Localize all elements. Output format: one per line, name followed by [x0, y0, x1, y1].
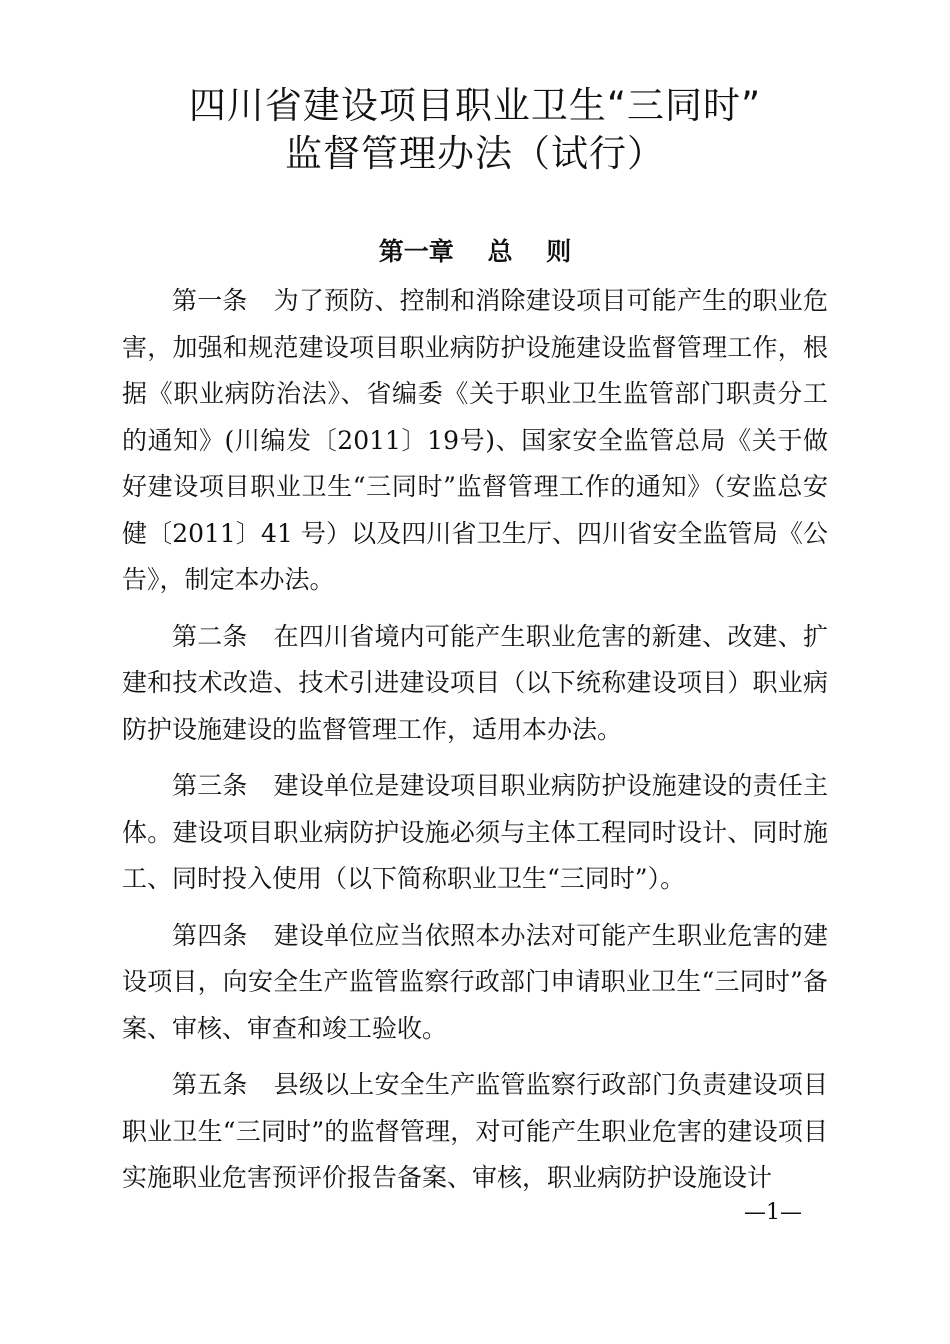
article-5	[122, 1062, 828, 1202]
article-text: 县级以上安全生产监管监察行政部门负责建设项目职业卫生“三同时”的监督管理，对可能产生职业危害的建设项目实施职业危害预评价报告备案、审核，职业病防护设施设计	[122, 1070, 828, 1192]
article-number: 第四条	[172, 920, 248, 950]
document-body	[122, 278, 828, 1212]
article-text: 建设单位是建设项目职业病防护设施建设的责任主体。建设项目职业病防护设施必须与主体工程同时设计、同时施工、同时投入使用（以下简称职业卫生“三同时”）。	[122, 771, 828, 893]
article-3	[122, 763, 828, 903]
article-text: 在四川省境内可能产生职业危害的新建、改建、扩建和技术改造、技术引进建设项目（以下统称建设项目）职业病防护设施建设的监督管理工作，适用本办法。	[122, 621, 828, 744]
article-2	[122, 614, 828, 754]
page-number: —1—	[744, 1200, 802, 1225]
document-title-line-1: 四川省建设项目职业卫生“三同时”	[188, 84, 762, 127]
article-text: 建设单位应当依照本办法对可能产生职业危害的建设项目，向安全生产监管监察行政部门申请职业卫生“三同时”备案、审核、审查和竣工验收。	[122, 920, 828, 1043]
article-number: 第五条	[172, 1070, 248, 1099]
article-number: 第二条	[172, 621, 248, 651]
article-number: 第一条	[172, 286, 248, 315]
document-title-line-2: 监督管理办法（试行）	[285, 132, 665, 175]
article-text: 为了预防、控制和消除建设项目可能产生的职业危害，加强和规范建设项目职业病防护设施建设监督管理工作，根据《职业病防治法》、省编委《关于职业卫生监管部门职责分工的通知》(川编发〔2011〕19号)、国家安全监管总局《关于做好建设项目职业卫生“三同时”监督管理工作的通知》（安监总安健〔2011〕41 号）以及四川省卫生厅、四川省安全监管局《公告》，制定本办法。	[122, 286, 828, 594]
chapter-heading: 第一章 总 则	[378, 237, 572, 266]
article-1	[122, 278, 828, 604]
article-4	[122, 913, 828, 1053]
article-number: 第三条	[172, 771, 248, 800]
